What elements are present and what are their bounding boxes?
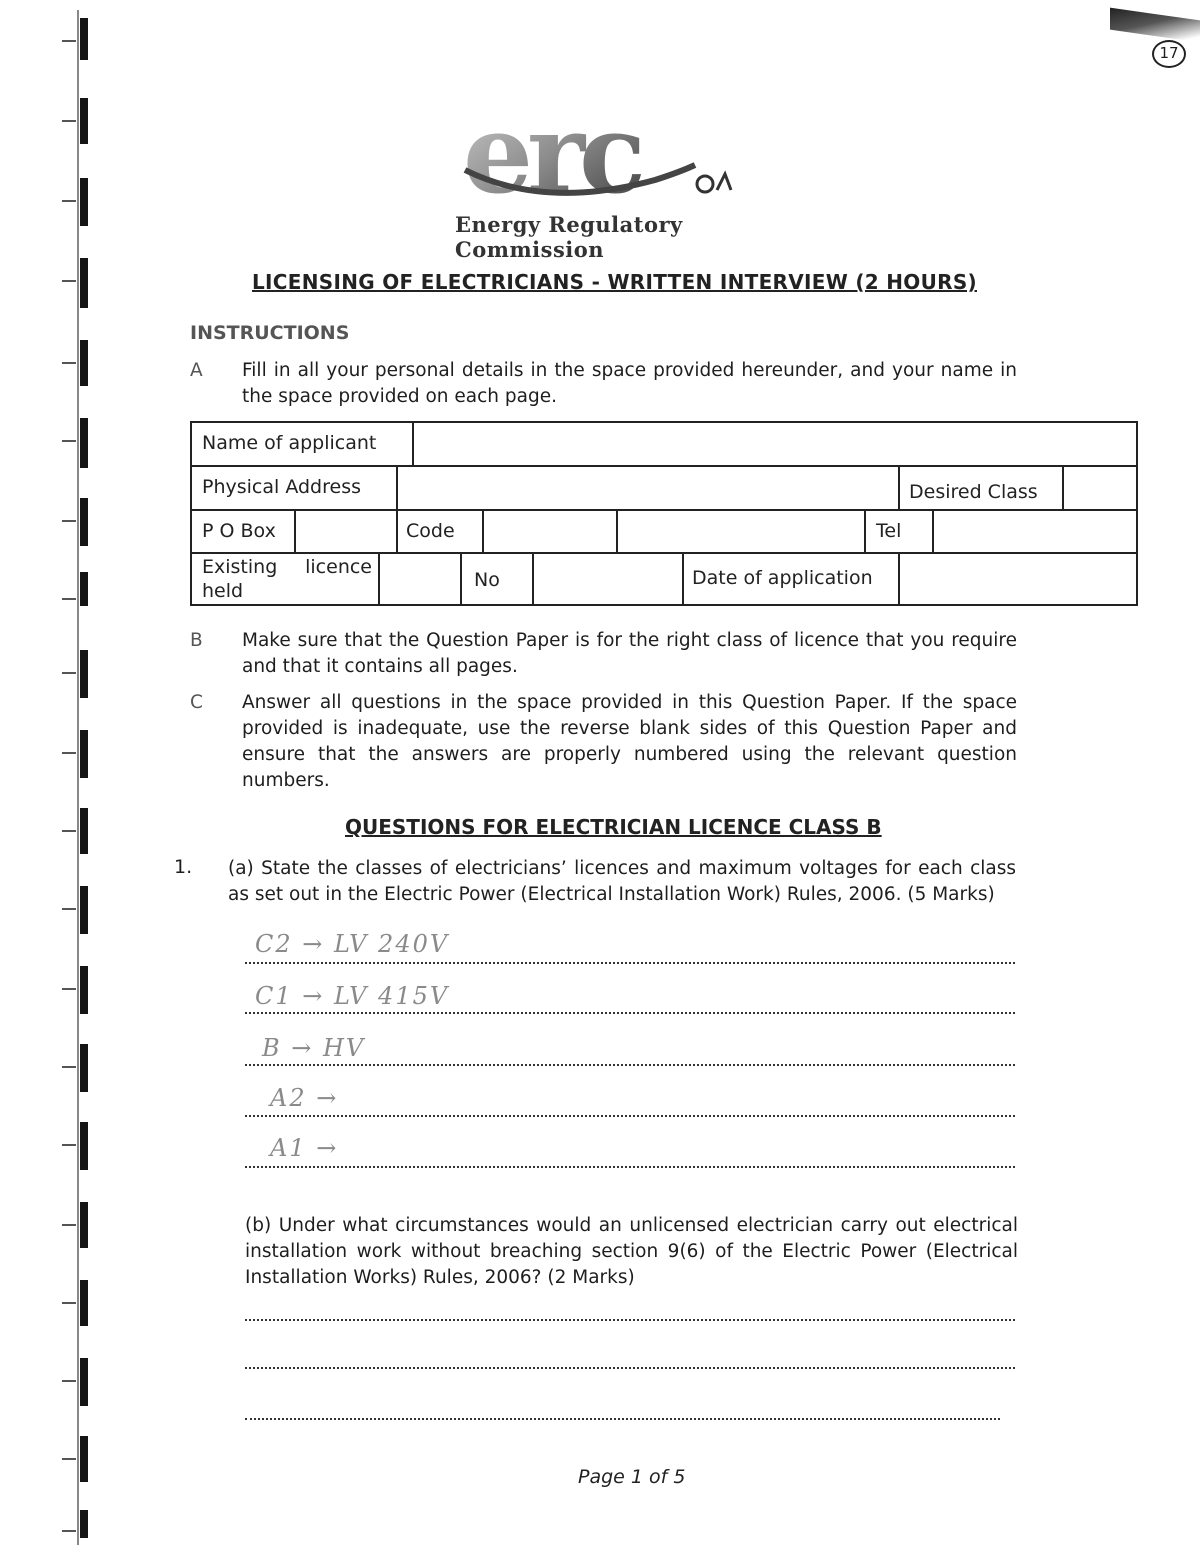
instruction-text: Answer all questions in the space provided in this Question Paper. If the space provided is inadequate, use the reverse blank sides of this Question Paper and ensure that the answers are properly numbered using the relevant question numbers. (242, 692, 1017, 791)
instructions-heading: INSTRUCTIONS (190, 322, 350, 344)
document-title: LICENSING OF ELECTRICIANS - WRITTEN INTERVIEW (2 HOURS) (252, 270, 977, 294)
name-of-applicant-field[interactable] (418, 427, 1130, 461)
label-name-of-applicant: Name of applicant (202, 432, 377, 454)
code-extension-field[interactable] (620, 513, 860, 548)
answer-line[interactable] (245, 1115, 1015, 1117)
question-1a-text: (a) State the classes of electricians’ licences and maximum voltages for each class as set out in the Electric Power (Electrical Installation Work) Rules, 2006. (5 Marks) (228, 858, 1016, 905)
po-box-field[interactable] (298, 513, 392, 548)
binding-strip (58, 10, 98, 1545)
handwritten-answer: A2 → (270, 1084, 339, 1112)
answer-line[interactable] (245, 1367, 1015, 1369)
question-number: 1. (174, 856, 193, 878)
label-po-box: P O Box (202, 520, 276, 542)
existing-licence-field[interactable] (382, 556, 456, 600)
handwritten-answer: C2 → LV 240V (255, 930, 450, 958)
answer-line[interactable] (245, 1064, 1015, 1066)
instruction-b (190, 628, 1017, 680)
instruction-a (190, 358, 1017, 410)
applicant-details-table (190, 421, 1138, 606)
tel-field[interactable] (936, 513, 1130, 548)
instruction-letter: B (190, 630, 203, 651)
physical-address-field[interactable] (402, 469, 894, 505)
scan-corner-shadow (1110, 8, 1200, 43)
answer-line[interactable] (245, 962, 1015, 964)
answer-line[interactable] (245, 1166, 1015, 1168)
answer-line[interactable] (245, 1418, 1000, 1420)
label-code: Code (406, 520, 455, 542)
instruction-letter: A (190, 360, 203, 381)
erc-logo (455, 110, 745, 210)
handwritten-answer: A1 → (270, 1134, 339, 1162)
answer-line[interactable] (245, 1012, 1015, 1014)
label-desired-class: Desired Class (909, 481, 1038, 503)
code-field[interactable] (486, 513, 612, 548)
licence-number-field[interactable] (536, 556, 678, 600)
instruction-letter: C (190, 692, 203, 713)
label-physical-address: Physical Address (202, 476, 361, 498)
label-existing-licence: Existing licence held (202, 556, 372, 602)
handwritten-answer: B → HV (262, 1034, 366, 1062)
label-date-of-application: Date of application (692, 567, 873, 589)
instruction-text: Make sure that the Question Paper is for the right class of licence that you require and that it contains all pages. (242, 630, 1017, 677)
organization-name: Energy Regulatory Commission (455, 212, 683, 262)
instruction-text: Fill in all your personal details in the space provided hereunder, and your name in the space provided on each page. (242, 360, 1017, 407)
logo-lettering: erc (463, 110, 640, 210)
question-1b-text: (b) Under what circumstances would an unlicensed electrician carry out electrical installation work without breaching section 9(6) of the Electric Power (Electrical Installation Works) Rules, 2006? (2 Marks) (245, 1215, 1018, 1288)
desired-class-field[interactable] (1066, 469, 1130, 505)
date-of-application-field[interactable] (902, 556, 1130, 600)
label-no: No (474, 569, 500, 591)
instruction-c (190, 690, 1017, 794)
answer-line[interactable] (245, 1319, 1015, 1321)
page-footer: Page 1 of 5 (578, 1466, 686, 1488)
label-tel: Tel (876, 520, 902, 542)
page-number-mark: 17 (1152, 40, 1186, 68)
questions-heading: QUESTIONS FOR ELECTRICIAN LICENCE CLASS B (345, 815, 882, 839)
handwritten-answer: C1 → LV 415V (255, 982, 450, 1010)
